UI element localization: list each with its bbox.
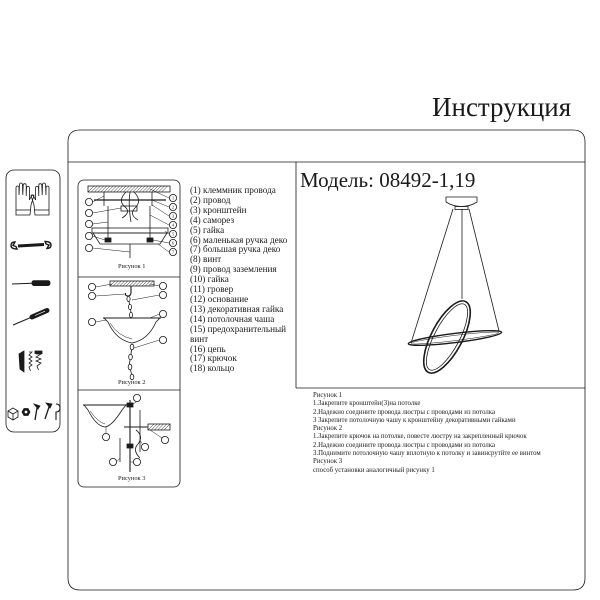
- bracket-nut: [127, 403, 133, 407]
- callout-circle: [85, 220, 92, 227]
- hatch-line: [94, 186, 100, 192]
- callout-circle: [88, 292, 95, 299]
- bracket-nut: [127, 444, 133, 448]
- gloves-icon: [16, 183, 49, 215]
- bolt-1-shaft: [35, 408, 37, 420]
- chain-link: [130, 360, 131, 364]
- chain-link: [128, 304, 131, 309]
- figure-1-caption: Рисунок 1: [118, 263, 146, 270]
- figure-2-caption: Рисунок 2: [118, 379, 146, 386]
- hex-nut-hole: [25, 411, 28, 414]
- callout-circle: [102, 433, 109, 440]
- callout-circle: [88, 318, 95, 325]
- step-line: 1.Закрепите крючок на потолке, повесте люстру на закрепленный крючок: [313, 433, 527, 441]
- wires: [121, 192, 138, 222]
- installation-steps: [313, 392, 541, 475]
- glove-right: [31, 183, 49, 215]
- leader-line: [93, 196, 104, 202]
- hatch-line: [158, 424, 164, 430]
- callout-circle: [85, 198, 92, 205]
- screw-thread-1: [29, 352, 32, 371]
- parts-list-item: (18) кольцо: [190, 363, 235, 374]
- figure-2-diagram: [88, 281, 166, 386]
- step-heading: Рисунок 1: [313, 392, 343, 399]
- leader-line: [150, 189, 169, 198]
- callouts: [88, 282, 166, 348]
- leader-line: [152, 205, 169, 216]
- parts-list-item: (12) основание: [190, 293, 249, 304]
- callout-circle: [159, 336, 166, 343]
- hatch-line: [142, 186, 148, 192]
- pendant-lamp-illustration: [408, 197, 502, 380]
- callout-circle: [133, 394, 140, 401]
- layout-frames: [6, 130, 585, 590]
- hatch-line: [146, 186, 152, 192]
- parts-list-item: (6) маленькая ручка деко: [190, 234, 288, 245]
- parts-list-item: (15) предохранительный: [190, 323, 287, 334]
- wrench-shaft: [18, 245, 44, 247]
- screwdriver-shaft: [12, 283, 32, 284]
- wrench-jaw-left: [11, 242, 17, 249]
- leader-line: [93, 248, 130, 252]
- step-line: 3 Закрепите потолочную чашу к кронштейну декоративными гайками: [313, 416, 516, 424]
- hatch-line: [114, 186, 120, 192]
- hook-part: [56, 404, 60, 420]
- suspension-cable-left: [411, 209, 453, 343]
- parts-list-item: (10) гайка: [190, 274, 229, 285]
- screwdriver-angled-icon: [13, 311, 47, 326]
- leader-line: [150, 430, 162, 438]
- callout-number: 7: [171, 249, 175, 255]
- parts-list-item: (9) провод заземления: [190, 264, 277, 275]
- screws-icon: [19, 351, 42, 372]
- ceiling-cup: [104, 318, 160, 343]
- chain-link: [129, 354, 133, 360]
- step-line: 2.Надежно соедините провода люстры с проводами из потолка: [313, 441, 495, 449]
- chain-lower: [128, 344, 134, 380]
- step-line: 1.Закрепите кронштейн(3)на потолке: [313, 400, 421, 408]
- model-number: Модель: 08492-1,19: [300, 168, 476, 192]
- callout-circle: [159, 291, 166, 298]
- hatch-line: [123, 186, 129, 192]
- step-line: 3.Поднимите потолочную чашу вплотную к потолку и завинсрутйте ее винтом: [313, 450, 541, 458]
- callout-circle: [159, 310, 166, 317]
- lamp-bar-outer: [408, 328, 502, 349]
- screw-thread-2: [36, 354, 41, 370]
- screwdriver-icon: [12, 281, 50, 286]
- terminal-block: [8, 408, 18, 420]
- callout-circle: [141, 443, 148, 450]
- chain-link: [129, 312, 132, 317]
- callout-circle: [109, 458, 116, 465]
- parts-list-item: (4) саморез: [190, 214, 235, 225]
- step-line: способ установки аналогичный рисунку 1: [313, 466, 435, 474]
- chain-upper: [127, 296, 133, 317]
- lamp-ring-outer: [415, 294, 480, 379]
- hatch-line: [155, 186, 161, 192]
- main-frame: [68, 130, 585, 590]
- chain-link: [127, 296, 130, 301]
- figures-panel: [78, 180, 180, 487]
- hatch-line: [154, 424, 160, 430]
- screwdriver-angled-shaft: [13, 317, 32, 325]
- hatch-line: [110, 186, 116, 192]
- decorative-nut-right: [147, 238, 153, 242]
- hatch-line: [107, 186, 113, 192]
- callout-circle: [88, 283, 95, 290]
- decorative-nut-left: [105, 238, 111, 242]
- leader-line: [96, 320, 106, 322]
- wrench-icon: [11, 242, 51, 250]
- callout-circle: [159, 282, 166, 289]
- chain-link: [130, 344, 134, 350]
- parts-list: [190, 186, 287, 374]
- callout-number: 2: [171, 204, 175, 210]
- callout-circle: [85, 232, 92, 239]
- leader-line: [132, 295, 159, 300]
- figure-1-diagram: [85, 186, 176, 270]
- leader-line: [96, 294, 125, 296]
- leader-line: [96, 284, 112, 287]
- parts-list-item: (17) крючок: [190, 353, 237, 364]
- hatch-line: [98, 186, 104, 192]
- ceiling-cup: [93, 233, 167, 244]
- chain-link: [131, 350, 132, 354]
- lamp-canopy-stem: [455, 207, 468, 210]
- leader-line: [150, 314, 159, 318]
- hatch-line: [130, 186, 136, 192]
- suspension-cable-right: [469, 209, 499, 331]
- tools-panel: [6, 170, 60, 432]
- callout-circle: [85, 244, 92, 251]
- parts-list-item: (7) большая ручка деко: [190, 244, 281, 255]
- hatch-line: [117, 186, 123, 192]
- parts-list-item: (11) гровер: [190, 284, 234, 295]
- callouts-right: [150, 189, 177, 256]
- callout-number: 4: [171, 222, 175, 228]
- hatch-line: [88, 186, 94, 192]
- leader-line: [93, 222, 108, 224]
- hatch-line: [139, 186, 145, 192]
- parts-list-item: (1) клеммник провода: [190, 185, 276, 195]
- screw-head-2: [35, 351, 42, 354]
- parts-list-item: (16) цепь: [190, 343, 226, 354]
- callout-number: 1: [171, 195, 175, 201]
- figure-3-diagram: [83, 394, 170, 482]
- wrench-jaw-right: [45, 242, 51, 249]
- hatch-line: [120, 186, 126, 192]
- parts-list-item: (13) декоративная гайка: [190, 303, 284, 314]
- leader-line: [93, 236, 105, 240]
- ceiling-hook: [125, 286, 131, 296]
- bolt-2-shaft: [45, 407, 49, 419]
- parts-list-item: (2) провод: [190, 194, 231, 205]
- callout-circle: [85, 209, 92, 216]
- hatch-line: [91, 186, 97, 192]
- chain-link: [128, 364, 132, 370]
- hatch-line: [133, 186, 139, 192]
- hatch-line: [101, 186, 107, 192]
- hatch-line: [164, 424, 170, 430]
- leader-line: [152, 200, 169, 207]
- hardware-parts-icon: [8, 403, 60, 420]
- parts-list-item: (5) гайка: [190, 224, 225, 235]
- hatch-line: [126, 186, 132, 192]
- hatch-line: [162, 186, 168, 192]
- parts-list-item: (14) потолочная чаша: [190, 313, 275, 324]
- lamp-canopy: [446, 197, 477, 207]
- page-title: Инструкция: [432, 92, 572, 122]
- hatch-line: [151, 424, 157, 430]
- callout-number: 3: [171, 213, 175, 219]
- hatch-line: [104, 186, 110, 192]
- ceiling-cup-rim: [92, 228, 168, 233]
- callout-number: 5: [171, 231, 175, 237]
- step-heading: Рисунок 3: [313, 458, 343, 466]
- callout-number: 6: [171, 240, 175, 246]
- parts-list-item: (3) кронштейн: [190, 204, 247, 215]
- screwdriver-handle: [32, 281, 50, 286]
- figure-3-caption: Рисунок 3: [118, 475, 146, 482]
- callout-circle: [133, 458, 140, 465]
- wall-anchor: [19, 351, 24, 372]
- leader-line: [93, 208, 121, 213]
- leader-line: [158, 244, 169, 252]
- hatch-line: [161, 424, 167, 430]
- hatch-line: [148, 424, 154, 430]
- chain-link: [131, 370, 132, 374]
- parts-list-item: (8) винт: [190, 254, 222, 265]
- hatch-line: [136, 186, 142, 192]
- step-line: 2.Надежно соедините провода люстры с проводами из потолка: [313, 408, 495, 416]
- callout-circle: [161, 436, 168, 443]
- parts-list-item: винт: [190, 333, 209, 344]
- hatch-line: [158, 186, 164, 192]
- ceiling-cup: [84, 405, 126, 427]
- step-heading: Рисунок 2: [313, 425, 343, 433]
- leader-line: [150, 215, 169, 225]
